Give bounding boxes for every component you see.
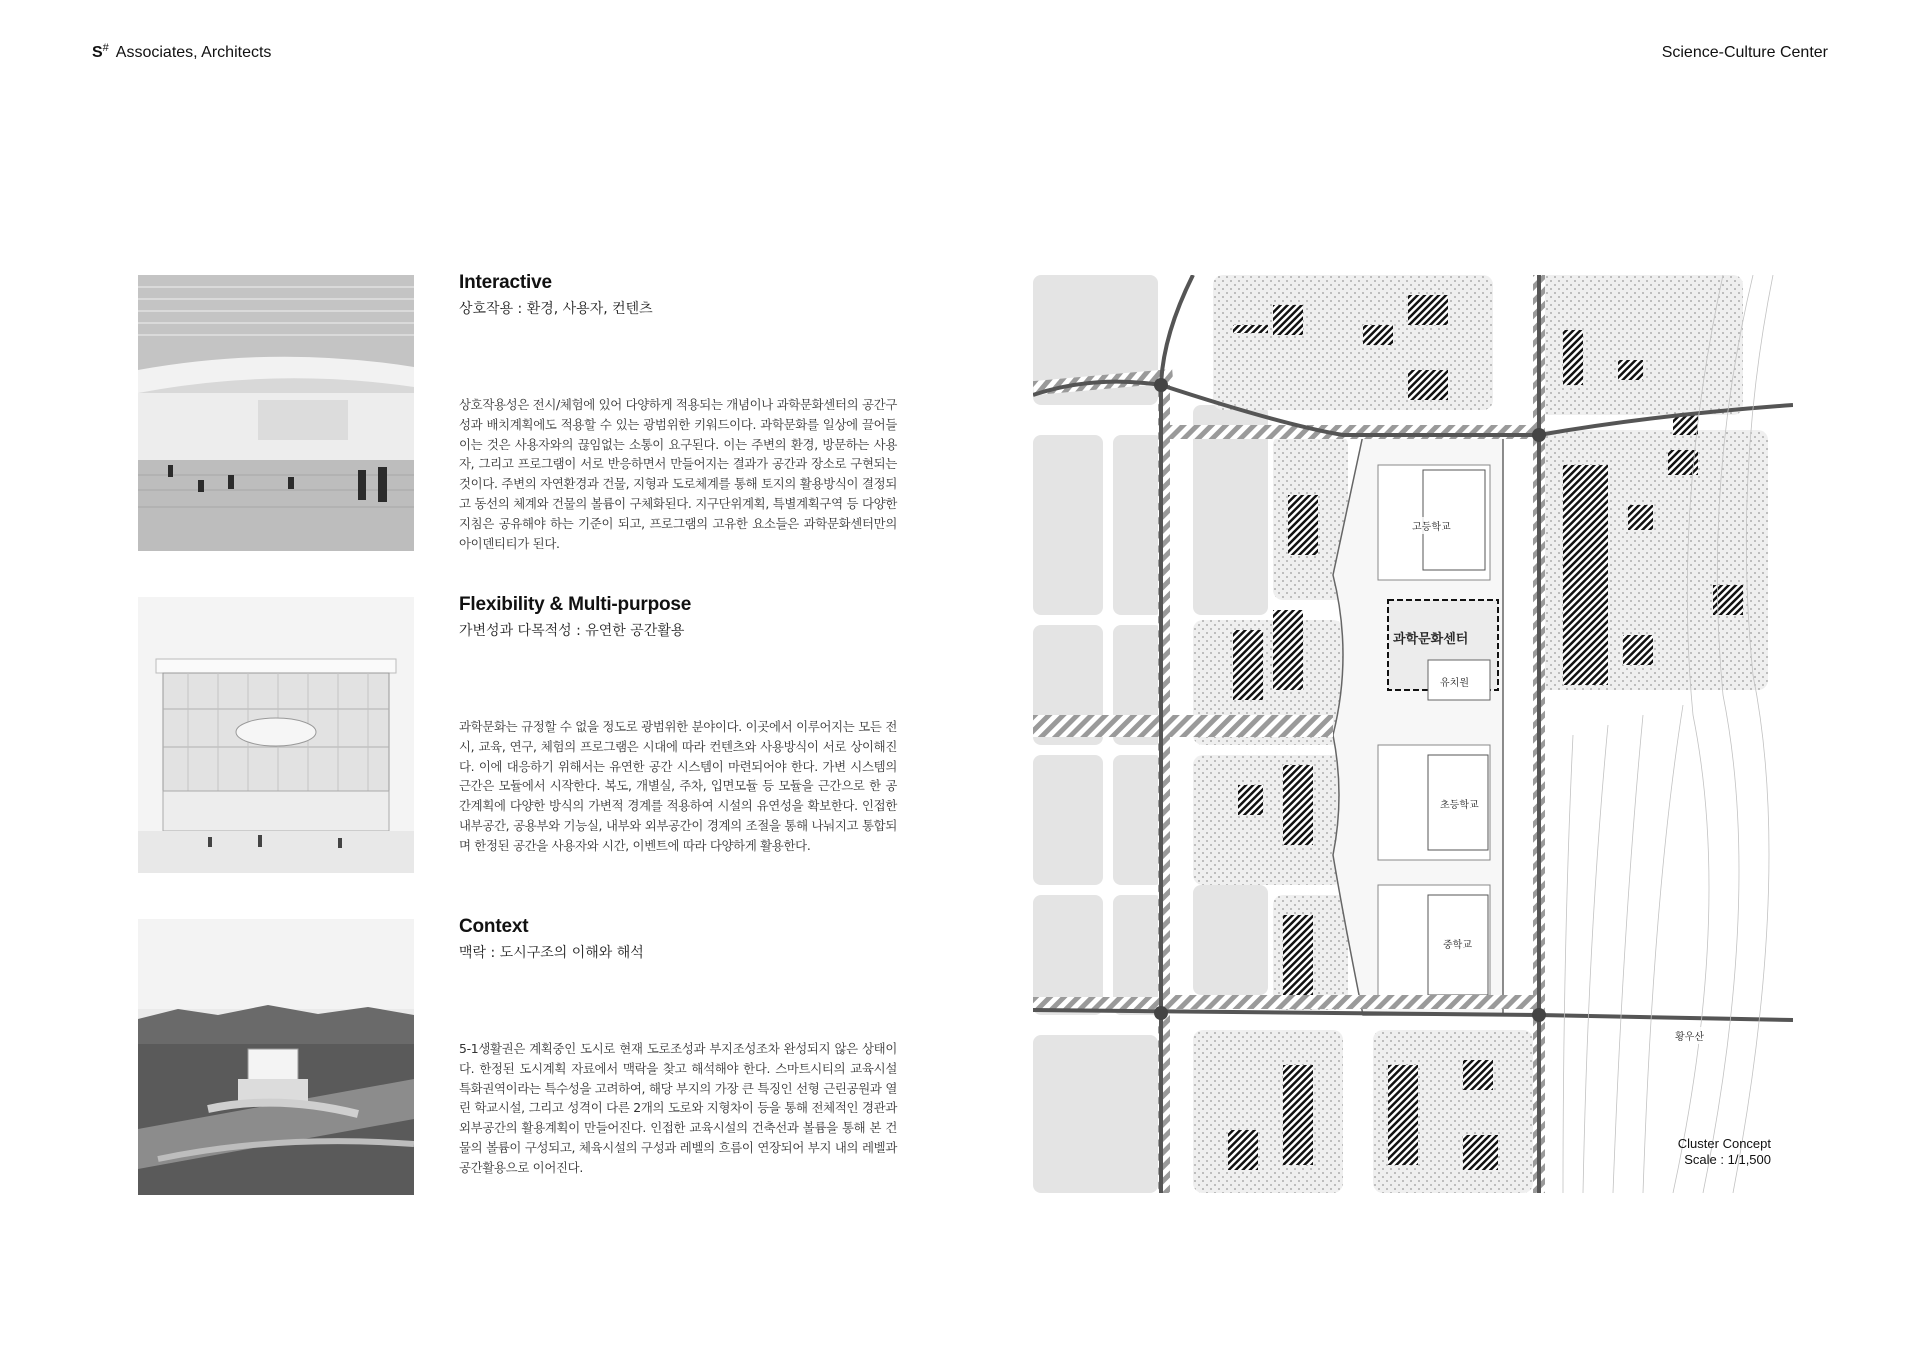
interactive-photo <box>138 275 414 551</box>
section-subtitle: 상호작용 : 환경, 사용자, 컨텐츠 <box>459 301 653 317</box>
label-middle-school: 중학교 <box>1441 935 1474 952</box>
brand-header <box>92 44 271 62</box>
section-body: 과학문화는 규정할 수 없을 정도로 광범위한 분야이다. 이곳에서 이루어지는 모든 전시, 교육, 연구, 체험의 프로그램은 시대에 따라 컨텐츠와 사용방식이 서로 상이해진다. 이에 대응하기 위해서는 유연한 공간 시스템이 마련되어야 한다. 가변 시스템의 근간은 모듈에서 시작한다. 복도, 개별실, 주차, 입면모듈 등 모듈을 근간으로 한 공간계획에 다양한 방식의 가변적 경계를 적용하여 시설의 유연성을 확보한다. 인접한 내부공간, 공용부와 기능실, 내부와 외부공간이 경계의 조절을 통해 나눠지고 통합되며 한정된 공간을 사용자와 시간, 이벤트에 따라 다양하게 활용한다. <box>459 719 897 853</box>
section-context <box>459 916 897 1175</box>
section-flexibility <box>459 594 897 853</box>
label-elementary-school: 초등학교 <box>1438 795 1481 812</box>
caption-title: Cluster Concept <box>1677 1136 1771 1151</box>
section-title: Context <box>459 916 529 937</box>
section-title: Interactive <box>459 272 552 293</box>
firm-name: Associates, Architects <box>115 44 272 61</box>
section-title: Flexibility & Multi-purpose <box>459 594 692 615</box>
section-interactive <box>459 272 897 551</box>
brand-sup: # <box>102 42 109 54</box>
label-kindergarten: 유치원 <box>1438 673 1471 690</box>
caption-scale: Scale : 1/1,500 <box>1684 1152 1771 1167</box>
section-subtitle: 가변성과 다목적성 : 유연한 공간활용 <box>459 623 685 639</box>
cluster-concept-map <box>1033 275 1793 1193</box>
context-photo <box>138 919 414 1195</box>
label-high-school: 고등학교 <box>1410 517 1453 534</box>
section-body: 상호작용성은 전시/체험에 있어 다양하게 적용되는 개념이나 과학문화센터의 공간구성과 배치계획에도 적용할 수 있는 광범위한 키워드이다. 과학문화를 일상에 끌어들이는 것은 사용자와의 끊임없는 소통이 요구된다. 이는 주변의 환경, 방문하는 사용자, 그리고 프로그램이 서로 반응하면서 만들어지는 결과가 공간과 장소로 구현되는 것이다. 주변의 자연환경과 건물, 지형과 도로체계를 통해 토지의 활용방식이 결정되고 동선의 체계와 건물의 볼륨이 구체화된다. 지구단위계획, 특별계획구역 등 다양한 지침은 공유해야 하는 기준이 되고, 프로그램의 고유한 요소들은 과학문화센터만의 아이덴티티가 된다. <box>459 397 897 551</box>
brand-mark: S <box>92 44 103 61</box>
section-subtitle: 맥락 : 도시구조의 이해와 해석 <box>459 945 644 961</box>
project-title: Science-Culture Center <box>1661 44 1828 61</box>
label-mountain: 황우산 <box>1673 1027 1706 1044</box>
map-caption <box>1678 1136 1771 1168</box>
flexibility-photo <box>138 597 414 873</box>
label-science-center: 과학문화센터 <box>1393 632 1469 647</box>
section-body: 5-1생활권은 계획중인 도시로 현재 도로조성과 부지조성조차 완성되지 않은 상태이다. 한정된 도시계획 자료에서 맥락을 찾고 해석해야 한다. 스마트시티의 교육시설 특화권역이라는 특수성을 고려하여, 해당 부지의 가장 큰 특징인 선형 근린공원과 열린 학교시설, 그리고 성격이 다른 2개의 도로와 지형차이 등을 통해 전체적인 경관과 외부공간의 활용계획이 만들어진다. 인접한 교육시설의 건축선과 볼륨을 통해 본 건물의 볼륨이 구성되고, 체육시설의 구성과 레벨의 흐름이 연장되어 부지 내의 레벨과 공간활용으로 이어진다. <box>459 1041 897 1175</box>
